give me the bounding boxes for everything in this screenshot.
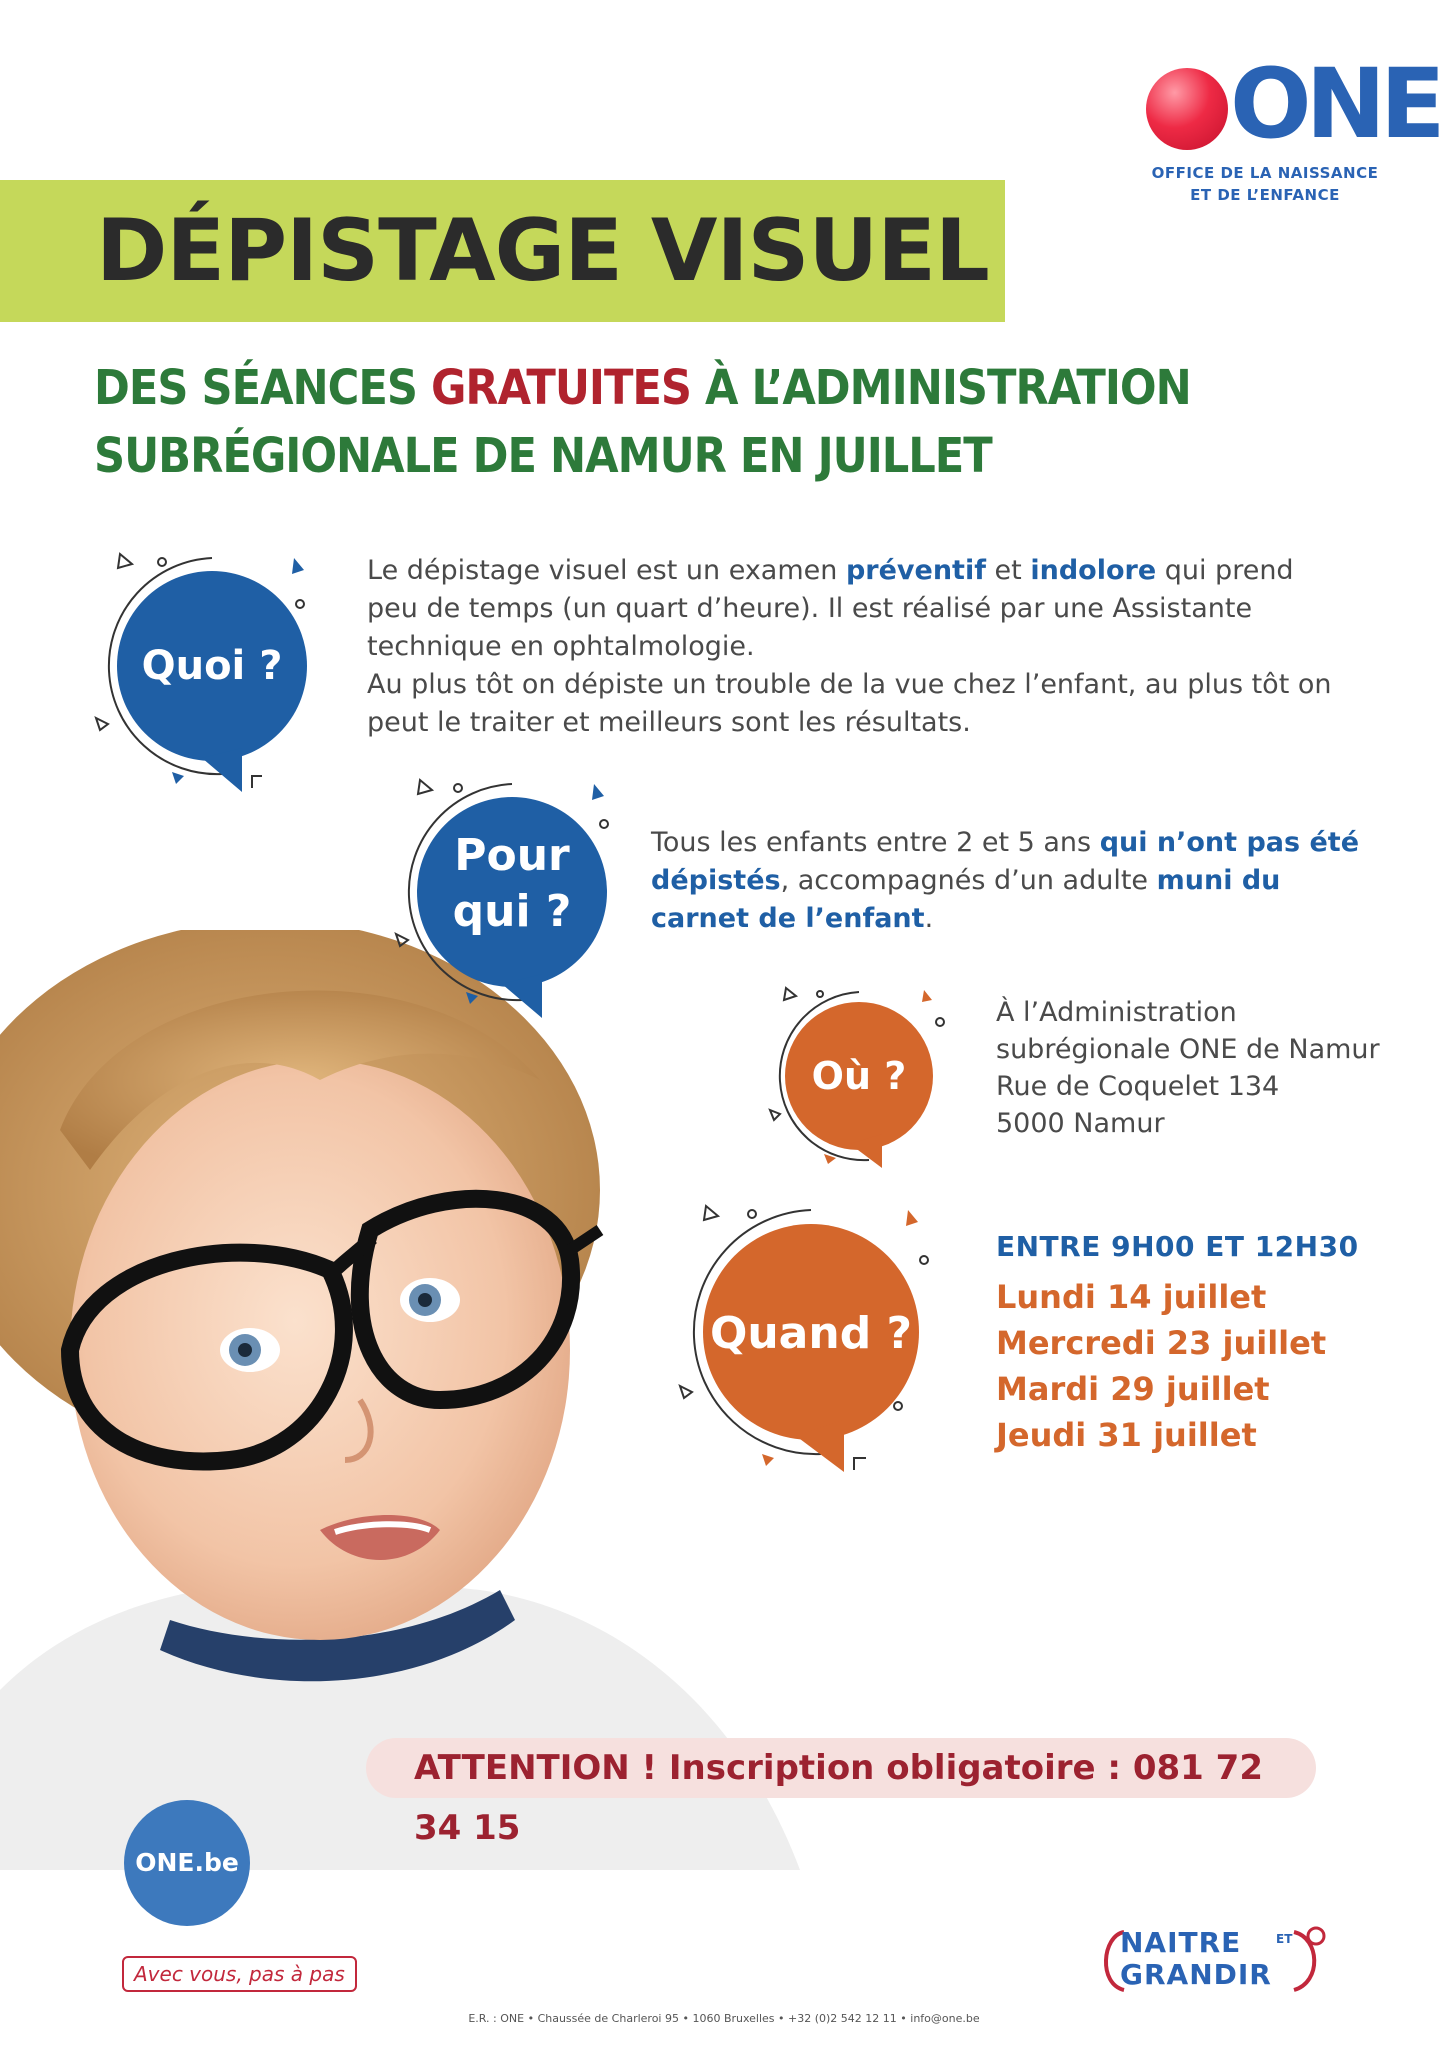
footer-info: E.R. : ONE • Chaussée de Charleroi 95 • 1060 Bruxelles • +32 (0)2 542 12 11 • info@one.be [468, 2012, 980, 2025]
quoi-label: Quoi ? [141, 643, 283, 689]
naitre-grandir-logo [1094, 1926, 1334, 1996]
quand-bubble [676, 1200, 946, 1480]
quoi-paragraph2: Au plus tôt on dépiste un trouble de la vue chez l’enfant, au plus tôt on peut le traiter et meilleurs sont les résultats. [367, 669, 1332, 738]
grandir-text: GRANDIR [1120, 1958, 1272, 1991]
quoi-text [367, 552, 1347, 742]
et-text: ET [1276, 1932, 1293, 1946]
quand-heading: ENTRE 9H00 ET 12H30 [996, 1230, 1359, 1263]
one-logo-word: ONE [1230, 48, 1440, 160]
ou-line1: À l’Administration [996, 997, 1237, 1028]
one-logo-subtitle [1138, 162, 1400, 206]
quoi-h2: indolore [1030, 555, 1157, 586]
quoi-paragraph1 [367, 552, 1347, 666]
pourqui-text [651, 824, 1361, 938]
date-item: Lundi 14 juillet [996, 1278, 1267, 1316]
date-item: Jeudi 31 juillet [996, 1416, 1257, 1454]
quoi-h1: préventif [845, 555, 986, 586]
ou-line2: subrégionale ONE de Namur [996, 1034, 1380, 1065]
pourqui-t2: , accompagnés d’un adulte [780, 865, 1157, 896]
ou-line3: Rue de Coquelet 134 [996, 1071, 1280, 1102]
pourqui-h1: qui n’ont pas été dépistés [651, 827, 1360, 896]
subtitle-highlight: GRATUITES [430, 360, 692, 416]
date-item: Mercredi 23 juillet [996, 1324, 1327, 1362]
ou-label: Où ? [811, 1054, 907, 1098]
pourqui-h2: muni du carnet de l’enfant [651, 865, 1281, 934]
date-item: Mardi 29 juillet [996, 1370, 1270, 1408]
subtitle-part1: DES SÉANCES [94, 360, 431, 416]
page-title: DÉPISTAGE VISUEL [96, 201, 989, 301]
quand-dates [996, 1274, 1326, 1458]
pourqui-label-line2: qui ? [452, 886, 572, 937]
quand-label: Quand ? [709, 1308, 913, 1359]
ou-line4: 5000 Namur [996, 1108, 1165, 1139]
ou-address [996, 994, 1396, 1142]
naitre-text: NAITRE [1120, 1926, 1242, 1959]
quoi-bubble [92, 548, 332, 798]
onebe-link[interactable]: ONE.be [124, 1800, 250, 1926]
attention-banner: ATTENTION ! Inscription obligatoire : 081 72 34 15 [366, 1738, 1316, 1798]
quoi-t1: Le dépistage visuel est un examen [367, 555, 846, 586]
subtitle-line2: SUBRÉGIONALE DE NAMUR EN JUILLET [94, 428, 992, 484]
pourqui-t3: . [924, 903, 934, 934]
subtitle-part2: À L’ADMINISTRATION [691, 360, 1191, 416]
slogan-tag: Avec vous, pas à pas [122, 1956, 357, 1992]
one-logo [1138, 48, 1440, 212]
page-subtitle [94, 354, 1294, 490]
subtitle-line1 [94, 354, 1294, 422]
pourqui-label [417, 828, 607, 940]
ou-bubble [764, 984, 954, 1174]
quoi-t2: et [985, 555, 1031, 586]
pourqui-label-line1: Pour [454, 830, 570, 881]
one-logo-ball [1146, 68, 1228, 150]
one-logo-line1: OFFICE DE LA NAISSANCE [1151, 164, 1379, 182]
pourqui-t1: Tous les enfants entre 2 et 5 ans [651, 827, 1100, 858]
quoi-t3: qui prend peu de temps (un quart d’heure). Il est réalisé par une Assistante technique en ophtalmologie. [367, 555, 1294, 662]
one-logo-line2: ET DE L’ENFANCE [1190, 186, 1340, 204]
pourqui-bubble [392, 774, 632, 1024]
